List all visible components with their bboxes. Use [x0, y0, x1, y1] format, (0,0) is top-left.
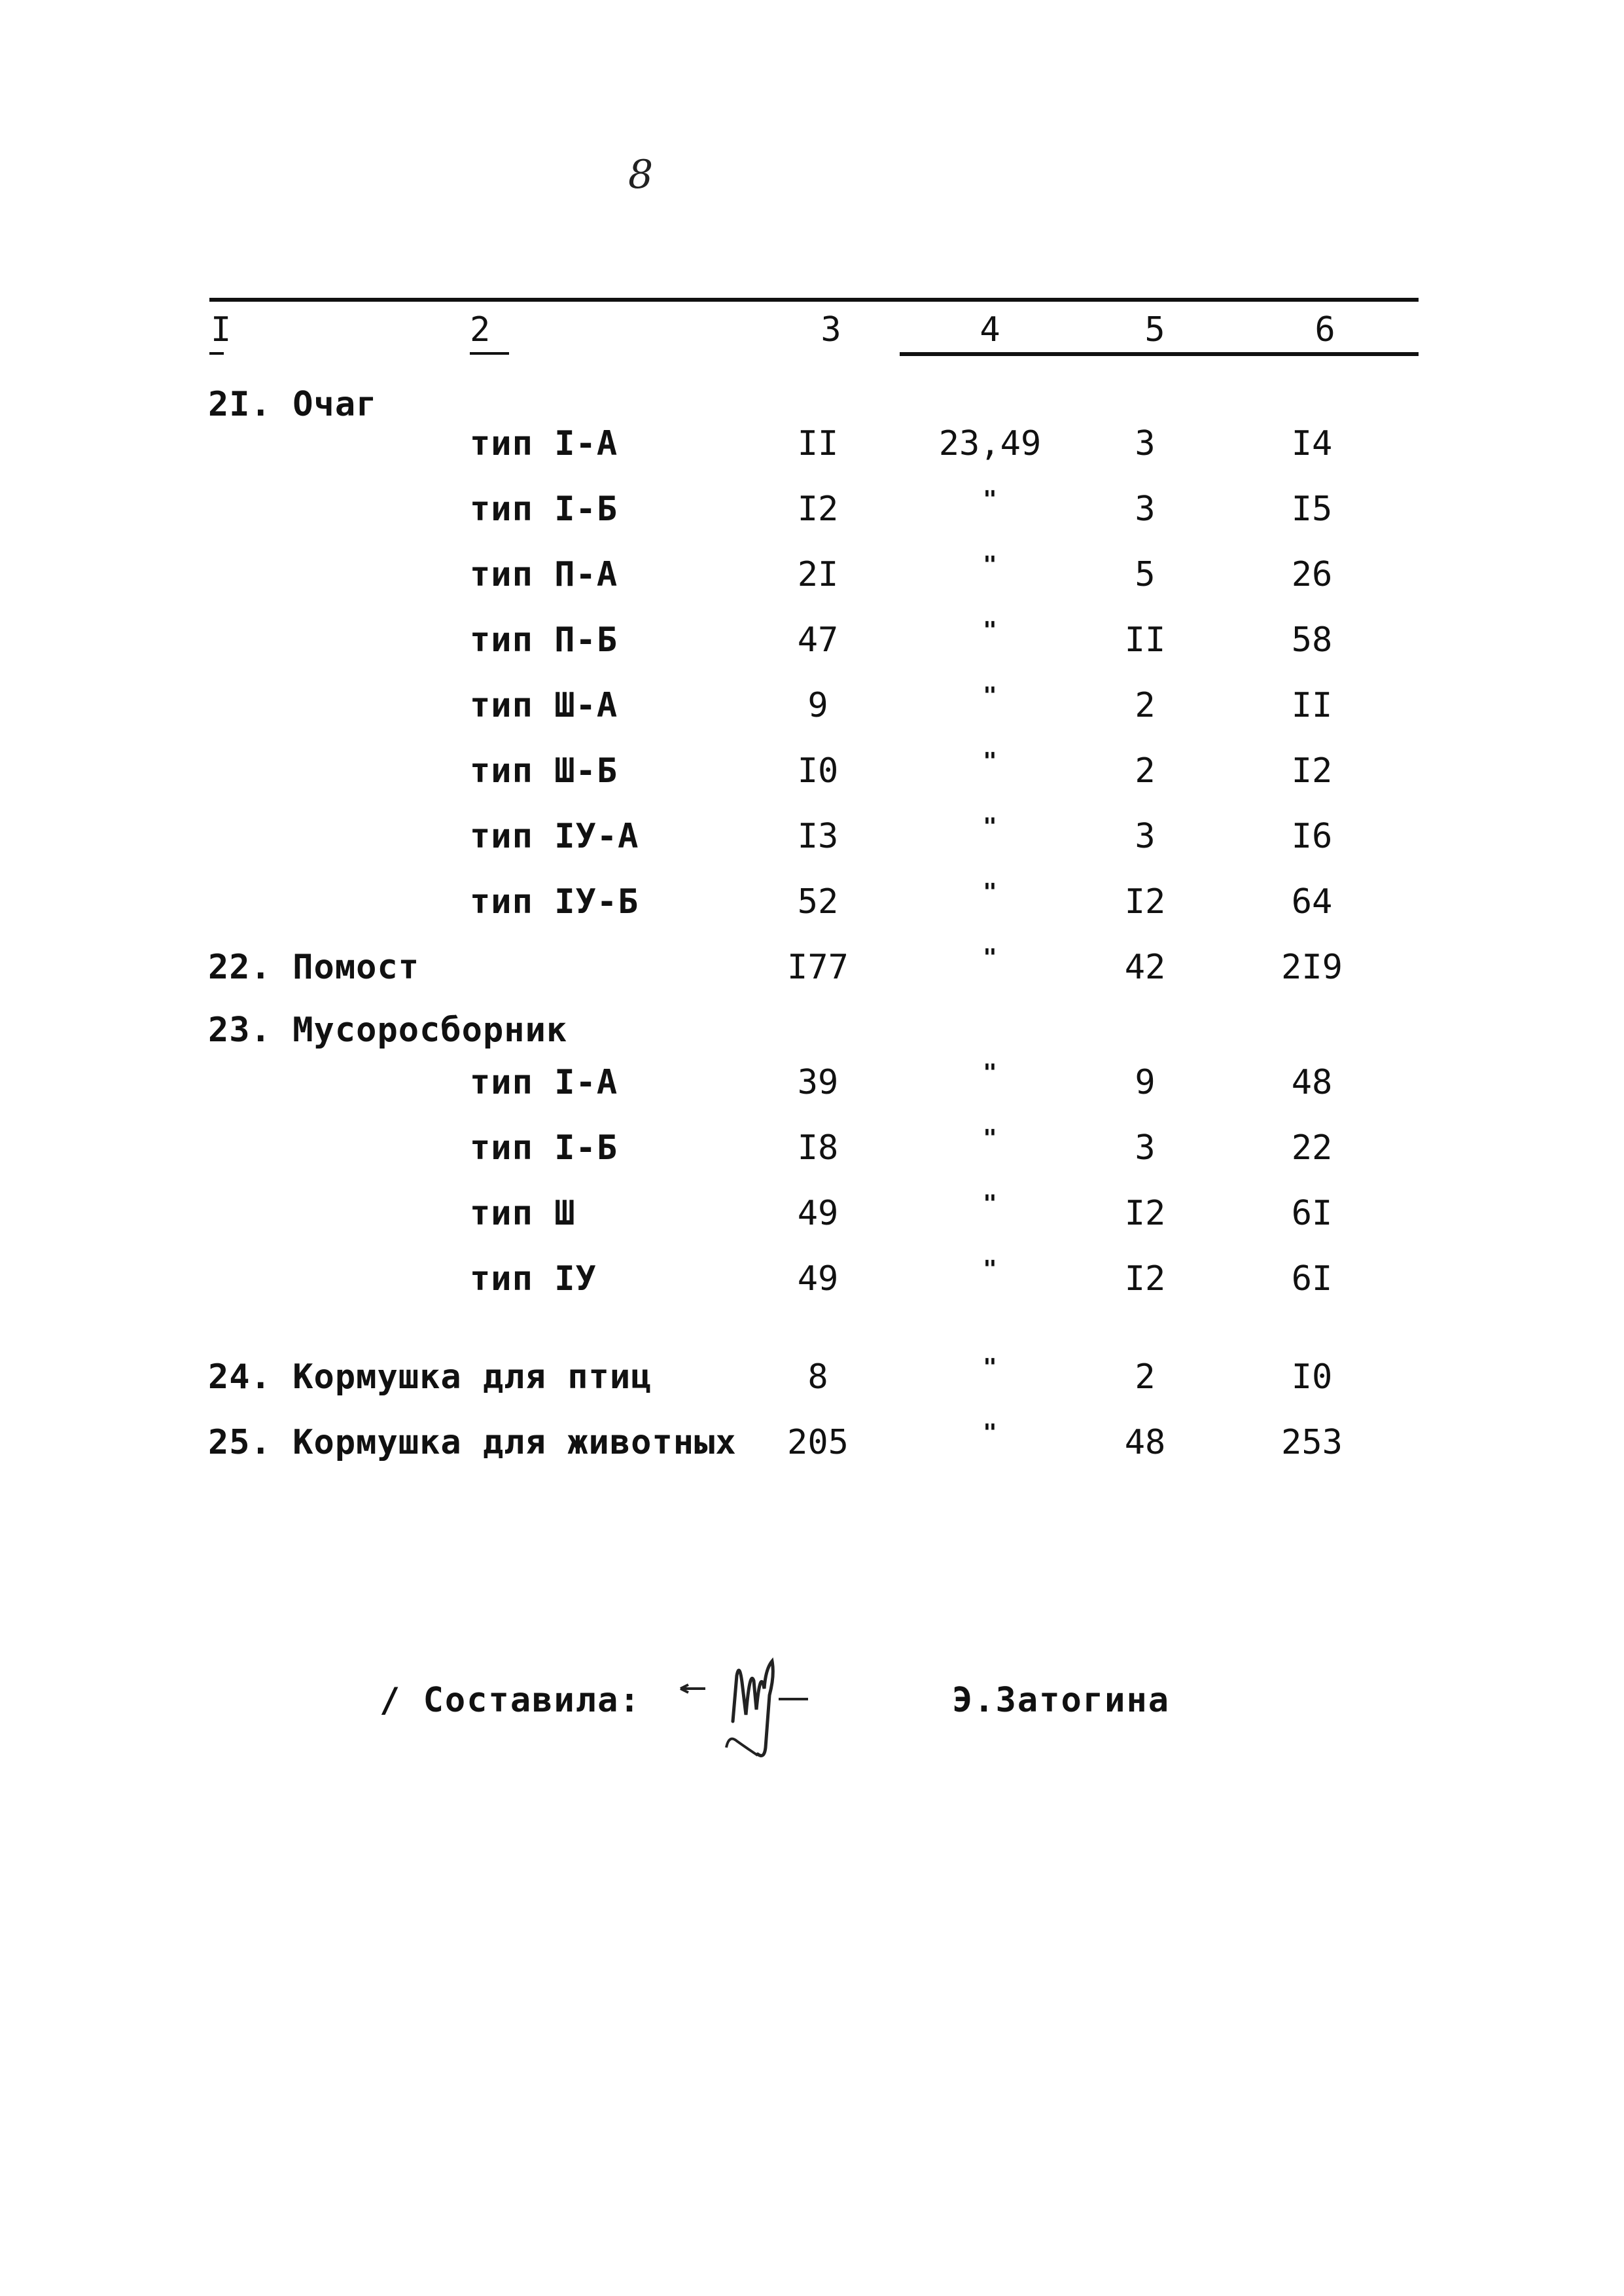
cell-col-5: 2 [1135, 1357, 1156, 1397]
header-col-5: 5 [1144, 310, 1165, 350]
compiler-name: Э.Затогина [952, 1681, 1171, 1720]
compiled-by-label: / Составила: [380, 1681, 641, 1720]
row-type: тип П-Б [470, 620, 618, 660]
cell-col-4: " [983, 486, 997, 513]
cell-col-6: 253 [1281, 1423, 1343, 1462]
cell-col-5: I2 [1124, 1194, 1166, 1233]
cell-col-4: " [983, 1125, 997, 1152]
cell-col-5: II [1124, 620, 1166, 660]
row-label: 25. Кормушка для животных [208, 1423, 737, 1462]
cell-col-5: 3 [1135, 817, 1156, 856]
cell-col-6: I0 [1291, 1357, 1333, 1397]
cell-col-3: 9 [807, 686, 828, 725]
row-type: тип IУ-Б [470, 882, 639, 922]
cell-col-5: 42 [1124, 948, 1166, 987]
table-rule-bottom [900, 352, 1419, 356]
cell-col-3: 8 [807, 1357, 828, 1397]
cell-col-6: 6I [1291, 1259, 1333, 1299]
cell-col-6: I6 [1291, 817, 1333, 856]
header-col-2: 2 [470, 310, 491, 350]
cell-col-6: 6I [1291, 1194, 1333, 1233]
cell-col-5: 3 [1135, 424, 1156, 463]
cell-col-4: " [983, 944, 997, 971]
row-type: тип IУ-А [470, 817, 639, 856]
cell-col-3: 49 [797, 1259, 839, 1299]
cell-col-5: I2 [1124, 1259, 1166, 1299]
page-number: 8 [628, 152, 654, 198]
cell-col-3: I3 [797, 817, 839, 856]
header-col-4: 4 [980, 310, 1000, 350]
row-type: тип I-Б [470, 1128, 618, 1168]
cell-col-4: " [983, 617, 997, 644]
cell-col-3: I2 [797, 490, 839, 529]
cell-col-4: " [983, 748, 997, 775]
cell-col-5: 2 [1135, 751, 1156, 791]
cell-col-3: I8 [797, 1128, 839, 1168]
cell-col-6: 26 [1291, 555, 1333, 594]
row-type: тип Ш-А [470, 686, 618, 725]
cell-col-4: " [983, 1420, 997, 1446]
cell-col-6: 58 [1291, 620, 1333, 660]
cell-col-5: 3 [1135, 1128, 1156, 1168]
cell-col-5: 48 [1124, 1423, 1166, 1462]
row-label: 22. Помост [208, 948, 420, 987]
row-type: тип I-Б [470, 490, 618, 529]
cell-col-3: 2I [797, 555, 839, 594]
cell-col-6: 64 [1291, 882, 1333, 922]
cell-col-4: " [983, 814, 997, 840]
cell-col-6: I4 [1291, 424, 1333, 463]
row-type: тип Ш [470, 1194, 576, 1233]
cell-col-3: II [797, 424, 839, 463]
cell-col-3: 205 [787, 1423, 849, 1462]
cell-col-4: " [983, 1256, 997, 1283]
header-col-3: 3 [821, 310, 841, 350]
cell-col-5: 2 [1135, 686, 1156, 725]
cell-col-4: " [983, 552, 997, 579]
row-type: тип Ш-Б [470, 751, 618, 791]
cell-col-6: 48 [1291, 1063, 1333, 1102]
table-rule-col2 [470, 352, 509, 355]
cell-col-3: 52 [797, 882, 839, 922]
cell-col-3: 47 [797, 620, 839, 660]
cell-col-6: 2I9 [1281, 948, 1343, 987]
cell-col-3: 39 [797, 1063, 839, 1102]
cell-col-4: " [983, 1354, 997, 1381]
cell-col-4: " [983, 1191, 997, 1217]
row-label: 2I. Очаг [208, 385, 378, 424]
header-col-6: 6 [1315, 310, 1335, 350]
cell-col-6: I5 [1291, 490, 1333, 529]
cell-col-4: " [983, 1060, 997, 1086]
cell-col-5: 3 [1135, 490, 1156, 529]
cell-col-5: 9 [1135, 1063, 1156, 1102]
header-col-1: I [211, 310, 232, 350]
cell-col-5: I2 [1124, 882, 1166, 922]
cell-col-5: 5 [1135, 555, 1156, 594]
cell-col-4: " [983, 683, 997, 709]
row-type: тип I-А [470, 1063, 618, 1102]
cell-col-6: 22 [1291, 1128, 1333, 1168]
cell-col-3: I0 [797, 751, 839, 791]
row-type: тип IУ [470, 1259, 597, 1299]
cell-col-3: 49 [797, 1194, 839, 1233]
cell-col-4: 23,49 [938, 424, 1042, 463]
cell-col-6: II [1291, 686, 1333, 725]
cell-col-6: I2 [1291, 751, 1333, 791]
table-rule-col1 [209, 352, 224, 355]
cell-col-4: " [983, 879, 997, 906]
cell-col-3: I77 [787, 948, 849, 987]
signature [674, 1649, 844, 1767]
row-type: тип П-А [470, 555, 618, 594]
row-type: тип I-А [470, 424, 618, 463]
table-rule-top [209, 298, 1419, 302]
row-label: 23. Мусоросборник [208, 1011, 568, 1050]
row-label: 24. Кормушка для птиц [208, 1357, 652, 1397]
